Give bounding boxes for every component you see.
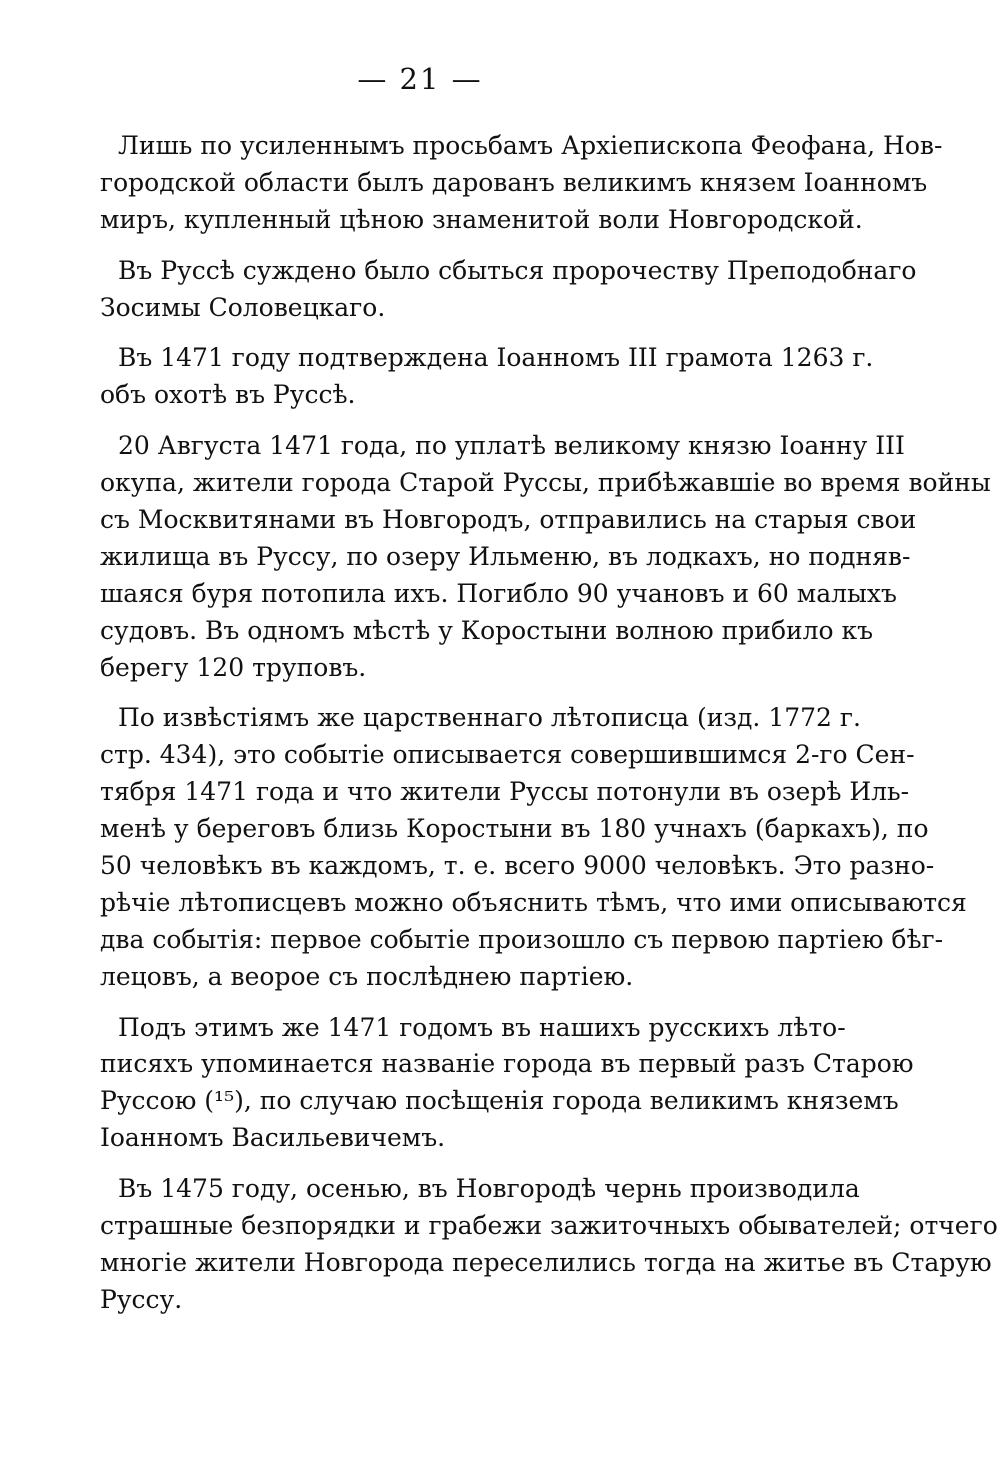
text-line: Лишь по усиленнымъ просьбамъ Архіепископа Феофана, Нов- <box>118 131 943 160</box>
text-line: судовъ. Въ одномъ мѣстѣ у Коростыни волною прибило къ <box>100 615 874 645</box>
page-number: — 21 — <box>357 62 483 96</box>
paragraph-6 <box>100 1010 914 1158</box>
text-line: Въ 1475 году, осенью, въ Новгородѣ чернь производила <box>118 1174 860 1204</box>
text-line: жилища въ Руссу, по озеру Ильменю, въ лодкахъ, но подняв- <box>100 541 911 571</box>
text-line: Въ Руссѣ суждено было сбыться пророчеству Преподобнаго <box>118 255 917 285</box>
text-line: многіе жители Новгорода переселились тогда на житье въ Старую <box>100 1247 992 1277</box>
text-line: стр. 434), это событіе описывается совершившимся 2-го Сен- <box>100 740 915 770</box>
text-line: Іоанномъ Васильевичемъ. <box>100 1123 446 1153</box>
text-line: Въ 1471 году подтверждена Іоанномъ III грамота 1263 г. <box>118 343 874 373</box>
text-line: городской области былъ дарованъ великимъ князем Іоанномъ <box>100 167 928 197</box>
text-line: два событія: первое событіе произошло съ первою партіею бѣг- <box>100 924 944 954</box>
text-line: берегу 120 труповъ. <box>100 652 367 682</box>
text-line: Зосимы Соловецкаго. <box>100 292 386 322</box>
text-line: тября 1471 года и что жители Руссы потонули въ озерѣ Иль- <box>100 777 910 807</box>
text-line: 50 человѣкъ въ каждомъ, т. е. всего 9000 человѣкъ. Это разно- <box>100 851 935 881</box>
paragraph-7 <box>100 1171 998 1319</box>
paragraph-2 <box>100 253 917 327</box>
paragraph-5 <box>100 700 967 995</box>
paragraph-4 <box>100 428 991 686</box>
text-line: окупа, жители города Старой Руссы, прибѣжавшіе во время войны <box>100 468 991 498</box>
text-line: страшные безпорядки и грабежи зажиточныхъ обывателей; отчего <box>100 1211 998 1241</box>
text-line: писяхъ упоминается названіе города въ первый разъ Старою <box>100 1049 914 1079</box>
paragraph-3 <box>100 340 874 414</box>
text-line: Руссою (¹⁵), по случаю посѣщенія города великимъ княземъ <box>100 1086 899 1116</box>
text-line: 20 Августа 1471 года, по уплатѣ великому князю Іоанну III <box>118 431 905 461</box>
text-line: рѣчіе лѣтописцевъ можно объяснить тѣмъ, что ими описываются <box>100 887 967 917</box>
text-line: менѣ у береговъ близь Коростыни въ 180 учнахъ (баркахъ), по <box>100 814 929 844</box>
paragraph-1 <box>100 128 943 239</box>
text-line: объ охотѣ въ Руссѣ. <box>100 380 356 410</box>
text-line: съ Москвитянами въ Новгородъ, отправились на старыя свои <box>100 505 917 535</box>
text-line: лецовъ, а веорое съ послѣднею партіею. <box>100 961 634 991</box>
text-line: По извѣстіямъ же царственнаго лѣтописца (изд. 1772 г. <box>118 703 861 733</box>
text-body <box>100 128 998 1319</box>
text-line: миръ, купленный цѣною знаменитой воли Новгородской. <box>100 204 863 234</box>
text-line: шаяся буря потопила ихъ. Погибло 90 учановъ и 60 малыхъ <box>100 578 897 608</box>
text-line: Руссу. <box>100 1284 183 1314</box>
text-line: Подъ этимъ же 1471 годомъ въ нашихъ русскихъ лѣто- <box>118 1012 846 1042</box>
